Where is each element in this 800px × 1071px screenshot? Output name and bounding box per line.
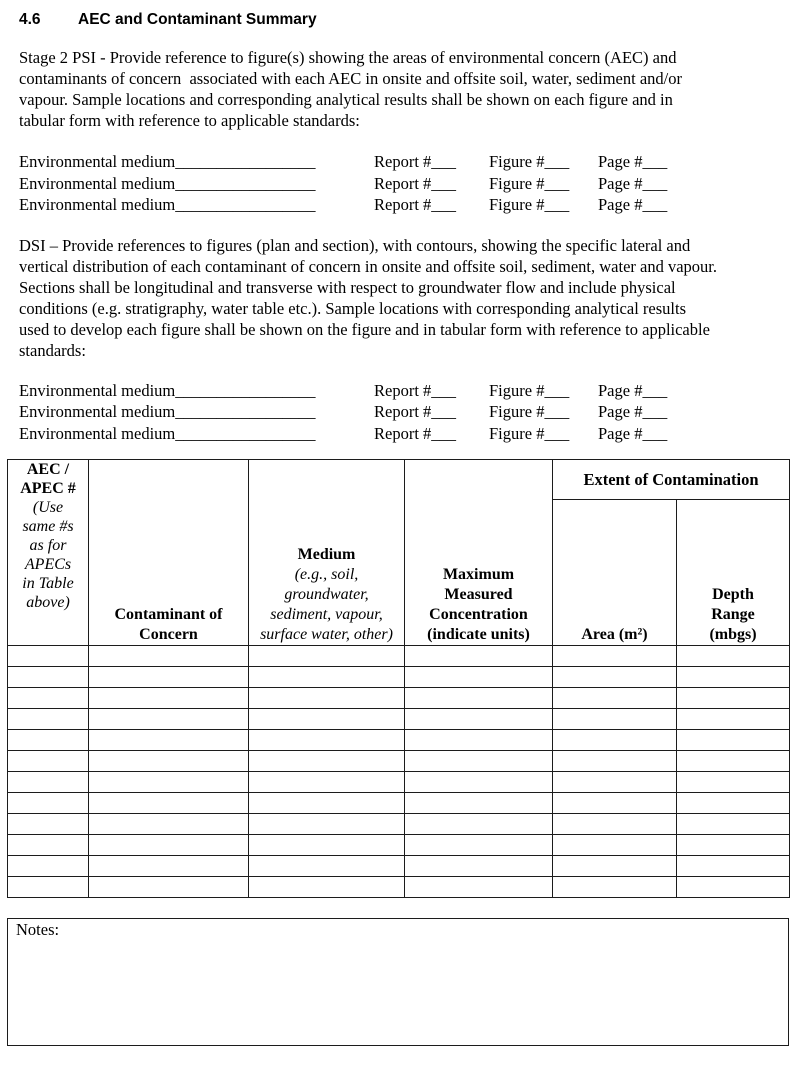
empty-cell [249,667,405,688]
page-label: Page # [598,402,643,421]
empty-cell [553,688,677,709]
paragraph-line: vertical distribution of each contaminant of concern in onsite and offsite soil, sediment, water and vapour. [19,256,717,276]
empty-cell [8,835,89,856]
max-concentration-header-cell: Maximum Measured Concentration (indicate units) [405,460,553,646]
empty-cell [405,751,553,772]
environmental-medium-blank: _________________ [175,173,316,193]
report-blank: ___ [431,173,457,193]
environmental-medium-field [19,380,374,402]
dsi-environmental-medium-block [19,380,800,445]
empty-cell [405,856,553,877]
report-label: Report # [374,195,432,214]
empty-cell [8,814,89,835]
figure-blank: ___ [544,152,570,171]
figure-blank: ___ [544,402,570,421]
environmental-medium-blank: _________________ [175,152,316,171]
aec-header-cell [8,460,89,646]
environmental-medium-row [19,401,800,423]
empty-cell [89,793,249,814]
environmental-medium-label: Environmental medium [19,380,176,400]
empty-cell [89,667,249,688]
table-row [8,667,790,688]
empty-cell [89,856,249,877]
environmental-medium-row [19,380,800,402]
figure-blank: ___ [544,173,570,193]
paragraph-line: vapour. Sample locations and corresponding analytical results shall be shown on each figure and in [19,90,673,109]
empty-cell [405,814,553,835]
report-number-field [374,401,489,423]
figure-label: Figure # [489,152,545,171]
page-blank: ___ [642,152,668,171]
figure-number-field [489,173,598,195]
empty-cell [249,688,405,709]
environmental-medium-field [19,401,374,423]
contaminant-header-cell: Contaminant of Concern [89,460,249,646]
empty-cell [553,814,677,835]
table-row [8,751,790,772]
aec-contaminant-summary-table [7,459,790,898]
report-label: Report # [374,402,432,421]
empty-cell [553,856,677,877]
page-number-field [598,151,667,173]
table-row [8,835,790,856]
empty-cell [8,667,89,688]
page-blank: ___ [642,195,668,214]
depth-header-cell: Depth Range (mbgs) [677,500,790,646]
page-label: Page # [598,380,643,400]
empty-cell [249,646,405,667]
empty-cell [405,667,553,688]
environmental-medium-row [19,194,800,216]
page-label: Page # [598,173,643,193]
empty-cell [249,856,405,877]
report-blank: ___ [431,195,457,214]
paragraph-line: DSI – Provide references to figures (plan and section), with contours, showing the specific lateral and [19,235,691,255]
empty-cell [405,877,553,898]
figure-number-field [489,423,598,445]
figure-number-field [489,401,598,423]
empty-cell [677,793,790,814]
report-number-field [374,194,489,216]
empty-cell [553,793,677,814]
environmental-medium-label: Environmental medium [19,423,176,443]
empty-cell [405,688,553,709]
environmental-medium-row [19,151,800,173]
empty-cell [553,751,677,772]
table-row [8,772,790,793]
environmental-medium-field [19,151,374,173]
empty-cell [8,751,89,772]
paragraph-line: used to develop each figure shall be shown on the figure and in tabular form with reference to applicable [19,319,710,339]
figure-blank: ___ [544,423,570,443]
empty-cell [405,772,553,793]
empty-cell [677,856,790,877]
aec-header-title: AEC / APEC # [20,461,76,497]
extent-header-cell: Extent of Contamination [553,460,790,500]
section-heading [19,10,800,30]
table-row [8,646,790,667]
report-blank: ___ [431,380,457,400]
medium-header-title: Medium [297,546,356,563]
page-label: Page # [598,423,643,443]
empty-cell [677,709,790,730]
empty-cell [89,877,249,898]
figure-number-field [489,151,598,173]
empty-cell [677,667,790,688]
empty-cell [553,730,677,751]
environmental-medium-blank: _________________ [175,195,316,214]
empty-cell [8,856,89,877]
empty-cell [89,688,249,709]
report-number-field [374,380,489,402]
empty-cell [677,646,790,667]
document-page [0,10,800,1071]
empty-cell [8,688,89,709]
dsi-paragraph [19,235,800,361]
empty-cell [8,772,89,793]
empty-cell [677,814,790,835]
environmental-medium-label: Environmental medium [19,173,176,193]
page-number-field [598,173,667,195]
notes-label: Notes: [16,920,60,939]
area-header-cell: Area (m²) [553,500,677,646]
figure-number-field [489,194,598,216]
report-blank: ___ [431,423,457,443]
page-number-field [598,380,667,402]
empty-cell [249,835,405,856]
paragraph-line: Sections shall be longitudinal and transverse with respect to groundwater flow and include physical [19,277,676,297]
empty-cell [89,772,249,793]
report-number-field [374,173,489,195]
empty-cell [249,877,405,898]
page-blank: ___ [642,173,668,193]
table-body [8,646,790,898]
section-title: AEC and Contaminant Summary [78,11,317,28]
empty-cell [677,688,790,709]
empty-cell [553,877,677,898]
figure-number-field [489,380,598,402]
report-label: Report # [374,152,432,171]
page-number-field [598,194,667,216]
empty-cell [89,835,249,856]
figure-blank: ___ [544,195,570,214]
page-blank: ___ [642,423,668,443]
empty-cell [677,835,790,856]
environmental-medium-row [19,423,800,445]
empty-cell [89,814,249,835]
page-blank: ___ [642,402,668,421]
environmental-medium-label: Environmental medium [19,152,176,171]
empty-cell [8,709,89,730]
empty-cell [249,730,405,751]
empty-cell [677,877,790,898]
empty-cell [405,793,553,814]
environmental-medium-label: Environmental medium [19,402,176,421]
report-blank: ___ [431,152,457,171]
table-row [8,730,790,751]
environmental-medium-field [19,194,374,216]
report-label: Report # [374,380,432,400]
environmental-medium-blank: _________________ [175,380,316,400]
medium-header-note: (e.g., soil, groundwater, sediment, vapour, surface water, other) [260,566,393,643]
report-label: Report # [374,173,432,193]
psi-paragraph [19,47,800,131]
aec-header-note: (Use same #s as for APECs in Table above) [22,499,74,611]
page-number-field [598,401,667,423]
paragraph-line: contaminants of concern associated with each AEC in onsite and offsite soil, water, sediment and/or [19,69,682,88]
empty-cell [8,793,89,814]
page-blank: ___ [642,380,668,400]
empty-cell [89,709,249,730]
table-row [8,877,790,898]
empty-cell [8,877,89,898]
table-row [8,856,790,877]
empty-cell [405,709,553,730]
empty-cell [8,646,89,667]
empty-cell [249,793,405,814]
empty-cell [553,646,677,667]
medium-header-cell [249,460,405,646]
paragraph-line: tabular form with reference to applicable standards: [19,111,360,130]
empty-cell [553,772,677,793]
empty-cell [89,751,249,772]
table-row [8,814,790,835]
environmental-medium-label: Environmental medium [19,195,176,214]
empty-cell [405,646,553,667]
environmental-medium-blank: _________________ [175,423,316,443]
table-row [8,688,790,709]
page-number-field [598,423,667,445]
empty-cell [89,730,249,751]
empty-cell [249,772,405,793]
empty-cell [405,835,553,856]
report-blank: ___ [431,402,457,421]
report-number-field [374,151,489,173]
figure-label: Figure # [489,402,545,421]
environmental-medium-blank: _________________ [175,402,316,421]
section-number: 4.6 [19,11,41,28]
empty-cell [553,835,677,856]
report-number-field [374,423,489,445]
empty-cell [89,646,249,667]
empty-cell [405,730,553,751]
figure-label: Figure # [489,195,545,214]
paragraph-line: conditions (e.g. stratigraphy, water table etc.). Sample locations with corresponding analytical results [19,298,686,318]
empty-cell [677,751,790,772]
empty-cell [249,709,405,730]
environmental-medium-row [19,173,800,195]
paragraph-line: standards: [19,340,86,360]
page-label: Page # [598,152,643,171]
paragraph-line: Stage 2 PSI - Provide reference to figure(s) showing the areas of environmental concern (AEC) and [19,48,677,67]
environmental-medium-field [19,423,374,445]
report-label: Report # [374,423,432,443]
figure-label: Figure # [489,423,545,443]
figure-label: Figure # [489,380,545,400]
figure-label: Figure # [489,173,545,193]
empty-cell [677,730,790,751]
table-row [8,709,790,730]
empty-cell [677,772,790,793]
notes-box [7,918,789,1046]
empty-cell [249,751,405,772]
empty-cell [8,730,89,751]
empty-cell [553,709,677,730]
environmental-medium-field [19,173,374,195]
empty-cell [249,814,405,835]
table-row [8,793,790,814]
page-label: Page # [598,195,643,214]
empty-cell [553,667,677,688]
psi-environmental-medium-block [19,151,800,216]
figure-blank: ___ [544,380,570,400]
